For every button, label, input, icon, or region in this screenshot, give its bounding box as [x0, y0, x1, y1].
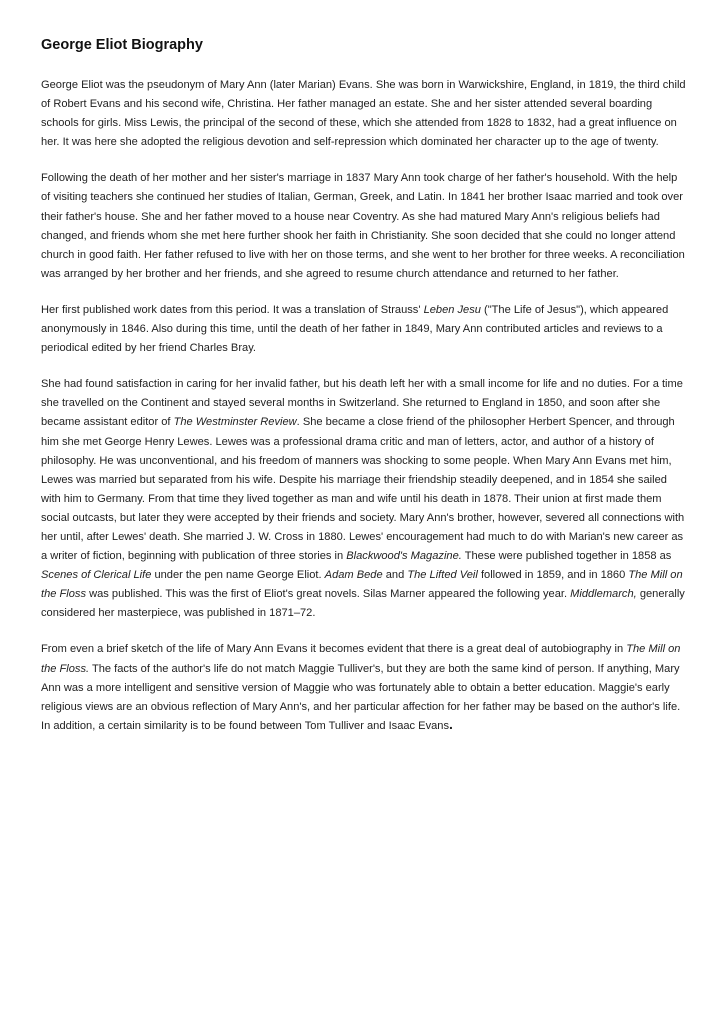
italic-title-text: The Lifted Veil	[407, 569, 478, 582]
document-body	[41, 76, 687, 736]
italic-title-text: Adam Bede	[324, 569, 383, 582]
italic-title-text: Leben Jesu	[423, 303, 481, 316]
paragraph-text: The facts of the author's life do not match Maggie Tulliver's, but they are both the same kind of person. If anything, Mary Ann was a more intelligent and sensitive version of Maggie who was fortunately able to obtain a better education. Maggie's early religious views are an obvious reflection of Mary Ann's, and her particular affection for her father may be based on the author's life. In addition, a certain similarity is to be found between Tom Tulliver and Isaac Evans	[41, 662, 681, 732]
italic-title-text: The Mill on the Floss	[41, 569, 683, 601]
paragraph-text: and	[382, 569, 408, 582]
paragraph-text: ("The Life of Jesus"), which appeared anonymously in 1846. Also during this time, until the death of her father in 1849, Mary Ann contributed articles and reviews to a periodical edited by her friend Charles Bray.	[41, 303, 669, 355]
italic-title-text: The Mill on the Floss.	[41, 643, 681, 675]
paragraph-5	[41, 640, 687, 735]
page-title: George Eliot Biography	[41, 37, 203, 53]
paragraph-text: .	[449, 715, 453, 732]
italic-title-text: Scenes of Clerical Life	[41, 569, 152, 582]
paragraph-text: These were published together in 1858 as	[461, 550, 672, 563]
paragraph-text: She had found satisfaction in caring for her invalid father, but his death left her with a small income for life and no duties. For a time she travelled on the Continent and stayed several months in Switzerland. She returned to England in 1850, and soon after she became assistant editor of	[41, 378, 683, 429]
paragraph-text: George Eliot was the pseudonym of Mary Ann (later Marian) Evans. She was born in Warwickshire, England, in 1819, the third child of Robert Evans and his second wife, Christina. Her father managed an estate. She and her sister attended several boarding schools for girls. Miss Lewis, the principal of the second of these, which she attended from 1828 to 1832, had a great influence on her. It was here she adopted the religious devotion and self-repression which dominated her character up to the age of twenty.	[41, 79, 686, 149]
italic-title-text: Blackwood's Magazine.	[346, 550, 462, 563]
paragraph-1	[41, 76, 687, 152]
paragraph-text: From even a brief sketch of the life of Mary Ann Evans it becomes evident that there is a great deal of autobiography in	[41, 643, 627, 656]
paragraph-3	[41, 301, 687, 358]
paragraph-text: generally considered her masterpiece, was published in 1871–72.	[41, 588, 685, 620]
paragraph-text: Following the death of her mother and her sister's marriage in 1837 Mary Ann took charge of her father's household. With the help of visiting teachers she continued her studies of Italian, German, Greek, and Latin. In 1841 her brother Isaac married and took over their father's house. She and her father moved to a house near Coventry. As she had matured Mary Ann's religious beliefs had changed, and friends whom she met here further shook her faith in Christianity. She soon decided that she could no longer attend church in good faith. Her father refused to live with her on those terms, and she went to her brother for three weeks. A reconciliation was arranged by her brother and her friends, and she agreed to resume church attendance and returned to her father.	[41, 172, 685, 280]
italic-title-text: The Westminster Review	[173, 416, 297, 429]
paragraph-text: was published. This was the first of Eliot's great novels. Silas Marner appeared the following year.	[86, 588, 571, 601]
paragraph-text: . She became a close friend of the philosopher Herbert Spencer, and through him she met George Henry Lewes. Lewes was a professional drama critic and man of letters, actor, and author of a history of philosophy. He was unconventional, and his freedom of manners was shocking to some people. When Mary Ann Evans met him, Lewes was married but separated from his wife. Despite his marriage their friendship steadily deepened, and in 1854 she sailed with him to Germany. From that time they lived together as man and wife until his death in 1878. Their union at first made them social outcasts, but later they were accepted by their friends and society. Mary Ann's brother, however, severed all connections with her until, after Lewes' death. She married J. W. Cross in 1880. Lewes' encouragement had much to do with Marian's new career as a writer of fiction, beginning with publication of three stories in	[41, 416, 685, 563]
paragraph-2	[41, 169, 687, 284]
paragraph-4	[41, 375, 687, 623]
paragraph-text: followed in 1859, and in 1860	[477, 569, 629, 582]
italic-title-text: Middlemarch,	[570, 588, 637, 601]
paragraph-text: under the pen name George Eliot.	[151, 569, 325, 582]
paragraph-text: Her first published work dates from this period. It was a translation of Strauss'	[41, 303, 424, 316]
